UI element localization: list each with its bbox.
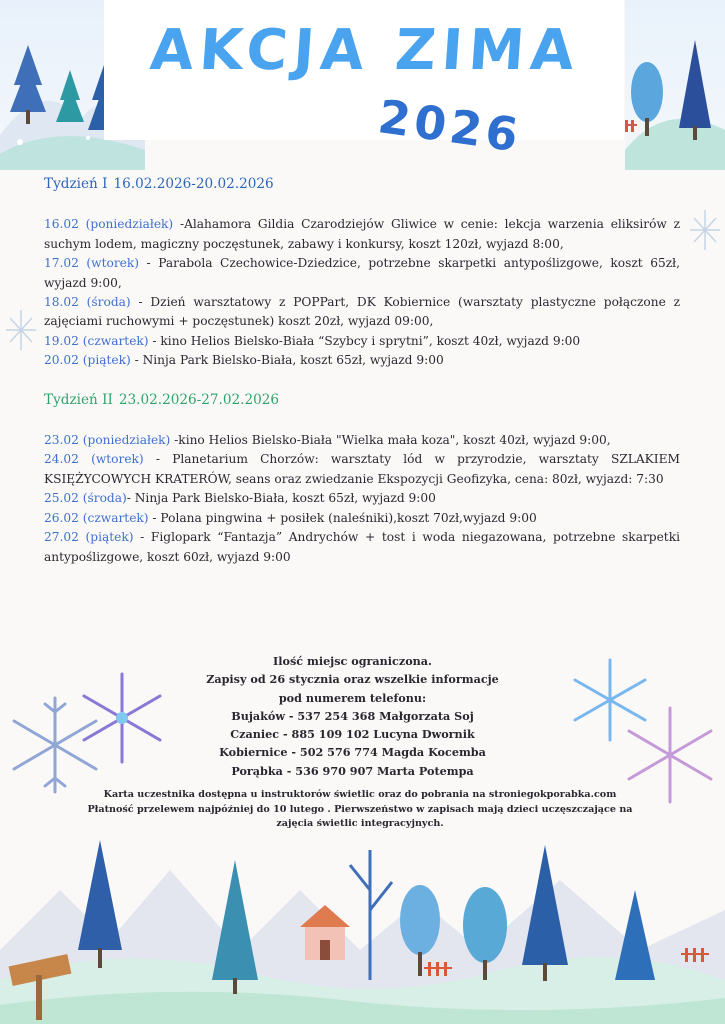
- week-1-label: Tydzień I: [44, 176, 108, 192]
- day-label: 26.02 (czwartek): [44, 510, 149, 525]
- entry-text: -Alahamora Gildia Czarodziejów Gliwice w cenie: lekcja warzenia eliksirów z suchym lodem, magiczny poczęstunek, zabawy i konkursy, koszt 120zł, wyjazd 8:00,: [44, 217, 681, 251]
- contact-line: Czaniec - 885 109 102 Lucyna Dwornik: [230, 727, 475, 742]
- day-label: 18.02 (środa): [44, 295, 131, 310]
- list-item: [44, 254, 680, 293]
- footer-note: [60, 788, 660, 832]
- pine-tree-icon: [78, 840, 122, 968]
- entry-text: - Ninja Park Bielsko-Biała, koszt 65zł, wyjazd 9:00: [130, 353, 444, 368]
- round-trees-illustration: [625, 0, 725, 170]
- contact-line: Porąbka - 536 970 907 Marta Potempa: [231, 763, 474, 778]
- list-item: [44, 332, 680, 351]
- list-item: [44, 215, 680, 254]
- day-label: 19.02 (czwartek): [44, 333, 149, 348]
- day-label: 27.02 (piątek): [44, 530, 134, 545]
- entry-text: - Polana pingwina + posiłek (naleśniki),koszt 70zł,wyjazd 9:00: [148, 510, 537, 525]
- week-2-dates: 23.02.2026-27.02.2026: [118, 391, 280, 408]
- list-item: [44, 293, 680, 332]
- day-label: 16.02 (poniedziałek): [44, 217, 174, 232]
- day-label: 25.02 (środa): [44, 491, 127, 506]
- footer-line: Karta uczestnika dostępna u instruktorów świetlic oraz do pobrania na stroniegokporabka.com: [103, 789, 617, 800]
- list-item: [44, 528, 680, 567]
- winter-landscape-illustration: [0, 830, 725, 1024]
- contact-line: Kobiernice - 502 576 774 Magda Kocemba: [219, 745, 486, 760]
- list-item: [44, 489, 680, 508]
- info-line: Ilość miejsc ograniczona.: [273, 654, 432, 668]
- week-1-heading: [44, 175, 680, 194]
- day-label: 17.02 (wtorek): [44, 256, 140, 271]
- winter-scene-top-right: [625, 0, 725, 170]
- day-label: 20.02 (piątek): [44, 353, 131, 368]
- snowflake-purple-icon: [72, 668, 172, 768]
- list-item: [44, 431, 680, 450]
- contact-line: Bujaków - 537 254 368 Małgorzata Soj: [231, 708, 474, 723]
- info-line: Zapisy od 26 stycznia oraz wszelkie informacje: [206, 672, 499, 687]
- entry-text: - Ninja Park Bielsko-Biała, koszt 65zł, wyjazd 9:00: [126, 491, 436, 506]
- registration-info: [160, 652, 545, 780]
- entry-text: - Dzień warsztatowy z POPPart, DK Kobiernice (warsztaty plastyczne połączone z zajęciami ruchowymi + poczęstunek) koszt 20zł, wyjazd 09:00,: [44, 295, 681, 329]
- entry-text: - Parabola Czechowice-Dziedzice, potrzebne skarpetki antypoślizgowe, koszt 65zł, wyjazd 9:00,: [44, 256, 680, 290]
- footer-line: zajęcia świetlic integracyjnych.: [276, 818, 444, 829]
- week-1-dates: 16.02.2026-20.02.2026: [113, 176, 274, 192]
- list-item: [44, 509, 680, 528]
- entry-text: - kino Helios Bielsko-Biała “Szybcy i sprytni”, koszt 40zł, wyjazd 9:00: [148, 333, 581, 348]
- entry-text: -kino Helios Bielsko-Biała "Wielka mała koza", koszt 40zł, wyjazd 9:00,: [170, 433, 611, 448]
- week-2-heading: [44, 391, 680, 410]
- entry-text: - Planetarium Chorzów: warsztaty lód w przyrodzie, warsztaty SZLAKIEM KSIĘŻYCOWYCH KRATERÓW, seans oraz zwiedzanie Ekspozycji Geofizyka, cena: 80zł, wyjazd: 7:30: [44, 452, 680, 486]
- day-label: 24.02 (wtorek): [44, 452, 144, 467]
- schedule: [44, 175, 680, 567]
- poster-title: AKCJA ZIMA: [147, 18, 583, 83]
- list-item: [44, 450, 680, 489]
- day-label: 23.02 (poniedziałek): [44, 433, 171, 448]
- week-2-section: [44, 391, 680, 567]
- footer-line: Płatność przelewem najpóźniej do 10 lutego . Pierwszeństwo w zapisach mają dzieci uczęszczające na: [87, 803, 633, 815]
- week-1-section: [44, 175, 680, 371]
- poster-year: 2026: [375, 89, 526, 163]
- entry-text: - Figlopark “Fantazja” Andrychów + tost i woda niegazowana, potrzebne skarpetki antypoślizgowe, koszt 60zł, wyjazd 9:00: [44, 530, 680, 564]
- snowflake-right-icon: [690, 200, 720, 260]
- snowflake-left-icon: [6, 300, 36, 360]
- list-item: [44, 351, 680, 370]
- info-line: pod numerem telefonu:: [278, 690, 427, 705]
- week-2-label: Tydzień II: [44, 391, 113, 408]
